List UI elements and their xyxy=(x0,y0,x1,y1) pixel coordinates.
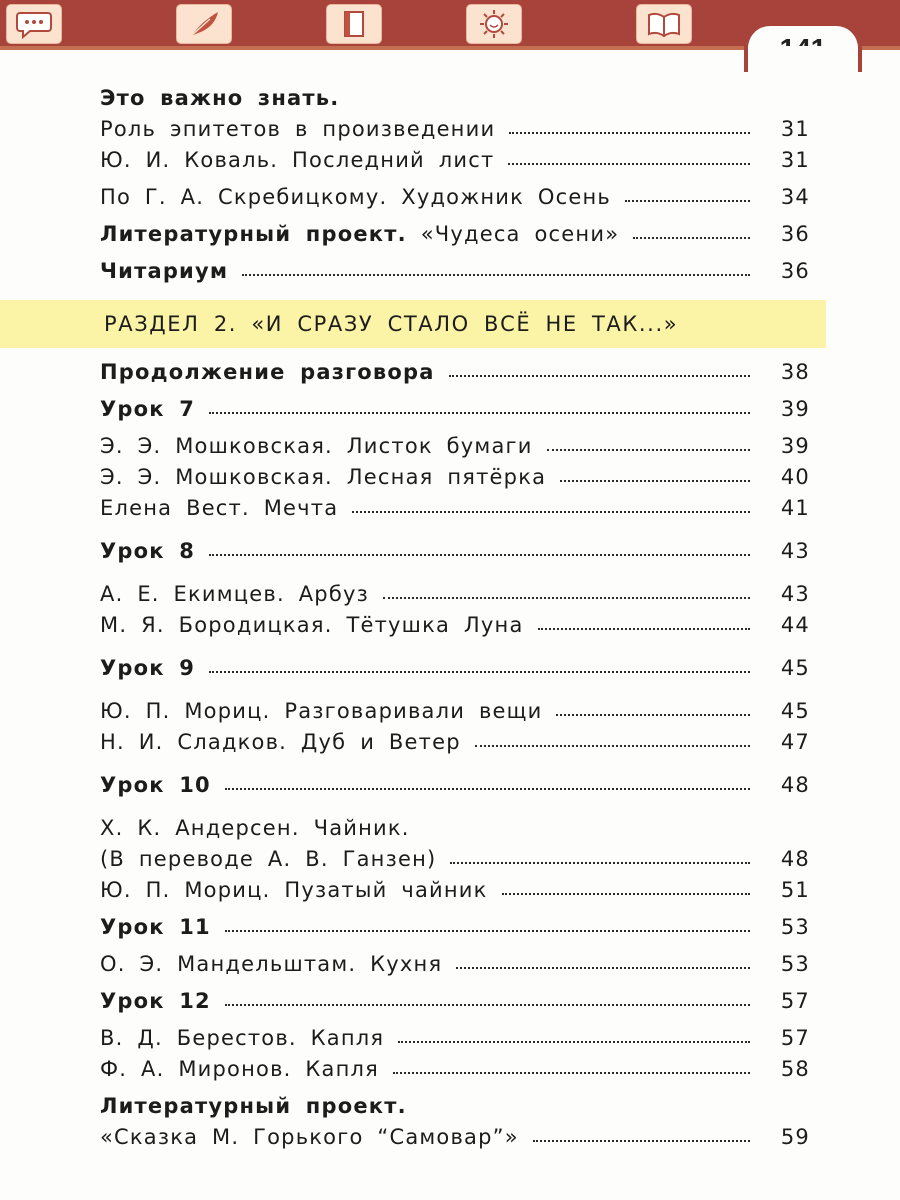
dot-leader xyxy=(508,163,750,165)
toc-lesson-11[interactable] xyxy=(100,915,810,946)
entry-page: 31 xyxy=(780,148,810,172)
entry-title: Н. И. Сладков. Дуб и Ветер xyxy=(100,730,461,754)
dot-leader xyxy=(225,788,750,790)
toc-entry[interactable] xyxy=(100,699,810,730)
entry-title: О. Э. Мандельштам. Кухня xyxy=(100,952,443,976)
dot-leader xyxy=(398,1041,750,1043)
entry-page: 58 xyxy=(780,1057,810,1081)
toc-entry[interactable] xyxy=(100,117,810,148)
entry-page: 43 xyxy=(780,539,810,563)
dot-leader xyxy=(449,375,750,377)
dot-leader xyxy=(633,237,750,239)
dot-leader xyxy=(383,597,750,599)
dot-leader xyxy=(393,1072,750,1074)
toc-lesson-7[interactable] xyxy=(100,397,810,428)
toc-entry-chitarium[interactable] xyxy=(100,259,810,290)
entry-title: Роль эпитетов в произведении xyxy=(100,117,496,141)
entry-title: Э. Э. Мошковская. Листок бумаги xyxy=(100,434,533,458)
lesson-label: Урок 7 xyxy=(100,397,196,421)
entry-page: 53 xyxy=(780,915,810,939)
entry-page: 39 xyxy=(780,397,810,421)
toc-lesson-9[interactable] xyxy=(100,656,810,687)
toc-entry[interactable] xyxy=(100,613,810,644)
entry-page: 43 xyxy=(780,582,810,606)
open-book-icon xyxy=(636,4,692,44)
entry-page: 45 xyxy=(780,656,810,680)
lesson-label: Урок 9 xyxy=(100,656,196,680)
section-heading[interactable]: РАЗДЕЛ 2. «И СРАЗУ СТАЛО ВСЁ НЕ ТАК...» xyxy=(0,300,826,348)
dot-leader xyxy=(450,862,750,864)
lesson-label: Урок 12 xyxy=(100,989,211,1013)
dot-leader xyxy=(456,967,750,969)
toc-entry[interactable] xyxy=(100,952,810,983)
entry-title: По Г. А. Скребицкому. Художник Осень xyxy=(100,185,611,209)
entry-label: Читариум xyxy=(100,259,229,283)
lesson-label: Урок 10 xyxy=(100,773,211,797)
entry-page: 39 xyxy=(780,434,810,458)
entry-title: Х. К. Андерсен. Чайник. xyxy=(100,816,410,840)
entry-label: Продолжение разговора xyxy=(100,360,435,384)
toc-lesson-8[interactable] xyxy=(100,539,810,570)
dot-leader xyxy=(560,480,750,482)
entry-page: 36 xyxy=(780,222,810,246)
dot-leader xyxy=(209,412,750,414)
entry-label: Литературный проект. xyxy=(100,222,407,246)
book-icon xyxy=(326,4,382,44)
toc-entry[interactable] xyxy=(100,1057,810,1088)
toc-project-label: Литературный проект. xyxy=(100,1094,407,1118)
toc-entry-line1[interactable] xyxy=(100,816,810,847)
entry-page: 45 xyxy=(780,699,810,723)
entry-title: Елена Вест. Мечта xyxy=(100,496,339,520)
dot-leader xyxy=(533,1140,750,1142)
toc-heading-important: Это важно знать. xyxy=(100,86,340,110)
toc-entry[interactable] xyxy=(100,878,810,909)
table-of-contents xyxy=(100,86,810,1156)
toc-entry[interactable] xyxy=(100,496,810,527)
dot-leader xyxy=(556,714,750,716)
sun-icon xyxy=(466,4,522,44)
entry-page: 48 xyxy=(780,773,810,797)
dot-leader xyxy=(625,200,750,202)
entry-title: А. Е. Екимцев. Арбуз xyxy=(100,582,369,606)
toc-entry[interactable] xyxy=(100,465,810,496)
entry-title: Ю. П. Мориц. Пузатый чайник xyxy=(100,878,488,902)
entry-title: «Сказка М. Горького “Самовар”» xyxy=(100,1125,519,1149)
toc-entry-continuation[interactable] xyxy=(100,360,810,391)
toc-entry[interactable] xyxy=(100,1026,810,1057)
entry-page: 36 xyxy=(780,259,810,283)
toc-entry[interactable] xyxy=(100,730,810,761)
speech-bubble-icon xyxy=(6,4,62,44)
entry-page: 31 xyxy=(780,117,810,141)
dot-leader xyxy=(475,745,750,747)
entry-page: 48 xyxy=(780,847,810,871)
entry-page: 57 xyxy=(780,1026,810,1050)
entry-title: Э. Э. Мошковская. Лесная пятёрка xyxy=(100,465,547,489)
entry-page: 44 xyxy=(780,613,810,637)
entry-title: М. Я. Бородицкая. Тётушка Луна xyxy=(100,613,524,637)
entry-title: Ю. И. Коваль. Последний лист xyxy=(100,148,495,172)
entry-title: «Чудеса осени» xyxy=(420,222,620,246)
dot-leader xyxy=(509,132,750,134)
entry-title: (В переводе А. В. Ганзен) xyxy=(100,847,437,871)
entry-page: 51 xyxy=(780,878,810,902)
entry-page: 57 xyxy=(780,989,810,1013)
toc-entry-project[interactable] xyxy=(100,1125,810,1156)
entry-page: 59 xyxy=(780,1125,810,1149)
entry-page: 40 xyxy=(780,465,810,489)
lesson-label: Урок 8 xyxy=(100,539,196,563)
toc-entry[interactable] xyxy=(100,847,810,878)
dot-leader xyxy=(242,274,750,276)
toc-lesson-12[interactable] xyxy=(100,989,810,1020)
entry-title: В. Д. Берестов. Капля xyxy=(100,1026,385,1050)
entry-page: 47 xyxy=(780,730,810,754)
feather-icon xyxy=(176,4,232,44)
dot-leader xyxy=(538,628,750,630)
toc-entry-project[interactable] xyxy=(100,222,810,253)
dot-leader xyxy=(352,511,750,513)
toc-entry[interactable] xyxy=(100,185,810,216)
dot-leader xyxy=(209,671,750,673)
toc-entry[interactable] xyxy=(100,148,810,179)
dot-leader xyxy=(225,930,750,932)
dot-leader xyxy=(209,554,750,556)
toc-lesson-10[interactable] xyxy=(100,773,810,804)
toc-entry[interactable] xyxy=(100,434,810,465)
toc-entry[interactable] xyxy=(100,582,810,613)
entry-page: 38 xyxy=(780,360,810,384)
entry-title: Ф. А. Миронов. Капля xyxy=(100,1057,379,1081)
entry-title: Ю. П. Мориц. Разговаривали вещи xyxy=(100,699,543,723)
dot-leader xyxy=(502,893,750,895)
dot-leader xyxy=(225,1004,750,1006)
dot-leader xyxy=(547,449,750,451)
entry-page: 41 xyxy=(780,496,810,520)
lesson-label: Урок 11 xyxy=(100,915,211,939)
entry-page: 53 xyxy=(780,952,810,976)
entry-page: 34 xyxy=(780,185,810,209)
